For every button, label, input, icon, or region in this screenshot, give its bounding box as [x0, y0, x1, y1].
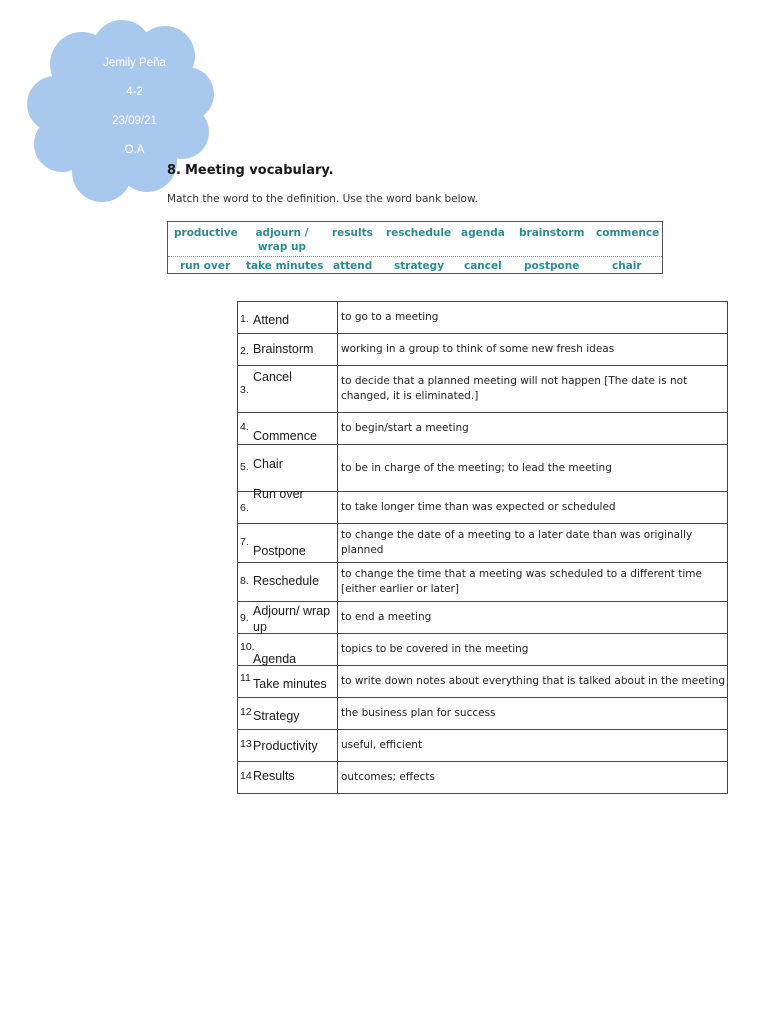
- answer-word: Attend: [253, 313, 290, 327]
- term-cell: [238, 563, 338, 602]
- term-cell: [238, 666, 338, 698]
- answer-word: Chair: [253, 457, 283, 471]
- exercise-title: Meeting vocabulary.: [184, 163, 334, 178]
- vocabulary-table: [237, 301, 728, 794]
- row-number: 10.: [240, 641, 255, 653]
- word-bank-item: agenda: [461, 227, 505, 239]
- row-number: 2.: [240, 345, 249, 357]
- term-cell: [238, 762, 338, 794]
- term-cell: [238, 524, 338, 563]
- term-cell: [238, 730, 338, 762]
- term-cell: [238, 698, 338, 730]
- definition-cell: to take longer time than was expected or scheduled: [338, 492, 728, 524]
- exercise-heading: [167, 163, 334, 178]
- word-bank-item: reschedule: [386, 227, 452, 239]
- row-number: 11: [240, 672, 251, 684]
- student-group: 4-2: [126, 86, 143, 98]
- word-bank-item: attend: [333, 260, 373, 272]
- word-bank-item: take minutes: [246, 260, 324, 272]
- table-row: [238, 445, 728, 492]
- term-cell: [238, 445, 338, 492]
- word-bank-item: postpone: [524, 260, 580, 272]
- table-row: [238, 413, 728, 445]
- row-number: 12: [240, 706, 252, 718]
- student-name: Jemily Peña: [103, 57, 166, 69]
- answer-word: Commence: [253, 429, 317, 443]
- row-number: 3.: [240, 384, 249, 396]
- exercise-number: 8.: [167, 163, 181, 178]
- row-number: 5.: [240, 461, 249, 473]
- name-cloud-sticker: [22, 14, 217, 209]
- answer-word: Reschedule: [253, 574, 320, 588]
- answer-word: Productivity: [253, 739, 318, 753]
- word-bank-item: run over: [180, 260, 231, 272]
- definition-cell: to end a meeting: [338, 602, 728, 634]
- table-row: [238, 366, 728, 413]
- word-bank-item: results: [332, 227, 373, 239]
- answer-word: Strategy: [253, 709, 300, 723]
- definition-cell: outcomes; effects: [338, 762, 728, 794]
- answer-word: Results: [253, 769, 295, 783]
- definition-cell: to decide that a planned meeting will not happen [The date is not changed, it is eliminated.]: [338, 366, 728, 413]
- answer-word: Agenda: [253, 652, 297, 666]
- table-row: [238, 634, 728, 666]
- definition-cell: to go to a meeting: [338, 302, 728, 334]
- date: 23/09/21: [112, 115, 157, 127]
- table-row: [238, 334, 728, 366]
- answer-word: Brainstorm: [253, 342, 314, 356]
- table-row: [238, 302, 728, 334]
- exercise-instructions: Match the word to the definition. Use the word bank below.: [167, 193, 478, 205]
- word-bank-item: adjourn / wrap up: [255, 227, 309, 253]
- table-row: [238, 698, 728, 730]
- table-row: [238, 602, 728, 634]
- row-number: 6.: [240, 502, 249, 514]
- row-number: 4.: [240, 421, 249, 433]
- table-row: [238, 492, 728, 524]
- word-bank-item: cancel: [464, 260, 502, 272]
- row-number: 9.: [240, 612, 249, 624]
- term-cell: [238, 366, 338, 413]
- definition-cell: to change the time that a meeting was scheduled to a different time [either earlier or later]: [338, 563, 728, 602]
- term-cell: [238, 413, 338, 445]
- term-cell: [238, 334, 338, 366]
- answer-word: Postpone: [253, 544, 306, 558]
- answer-word: Run over: [253, 487, 304, 501]
- term-cell: [238, 634, 338, 666]
- row-number: 14: [240, 770, 252, 782]
- definition-cell: to change the date of a meeting to a later date than was originally planned: [338, 524, 728, 563]
- definition-cell: working in a group to think of some new fresh ideas: [338, 334, 728, 366]
- word-bank-item: productive: [174, 227, 238, 239]
- row-number: 8.: [240, 575, 249, 587]
- answer-word: Adjourn/ wrap up: [253, 604, 331, 634]
- term-cell: [238, 487, 338, 524]
- definition-cell: useful, efficient: [338, 730, 728, 762]
- definition-cell: to be in charge of the meeting; to lead the meeting: [338, 445, 728, 492]
- table-row: [238, 730, 728, 762]
- definition-cell: the business plan for success: [338, 698, 728, 730]
- word-bank-item: brainstorm: [519, 227, 585, 239]
- term-cell: [238, 602, 338, 634]
- row-number: 1.: [240, 313, 249, 325]
- table-row: [238, 563, 728, 602]
- table-row: [238, 524, 728, 563]
- definition-cell: to begin/start a meeting: [338, 413, 728, 445]
- answer-word: Cancel: [253, 370, 292, 384]
- word-bank: [167, 221, 663, 274]
- word-bank-divider: [168, 256, 662, 257]
- word-bank-item: commence: [596, 227, 660, 239]
- table-row: [238, 762, 728, 794]
- term-cell: [238, 302, 338, 334]
- answer-word: Take minutes: [253, 677, 327, 691]
- initials: O.A: [124, 144, 145, 156]
- row-number: 7.: [240, 536, 249, 548]
- word-bank-item: strategy: [394, 260, 445, 272]
- word-bank-item: chair: [612, 260, 642, 272]
- definition-cell: topics to be covered in the meeting: [338, 634, 728, 666]
- row-number: 13: [240, 738, 252, 750]
- table-row: [238, 666, 728, 698]
- definition-cell: to write down notes about everything that is talked about in the meeting: [338, 666, 728, 698]
